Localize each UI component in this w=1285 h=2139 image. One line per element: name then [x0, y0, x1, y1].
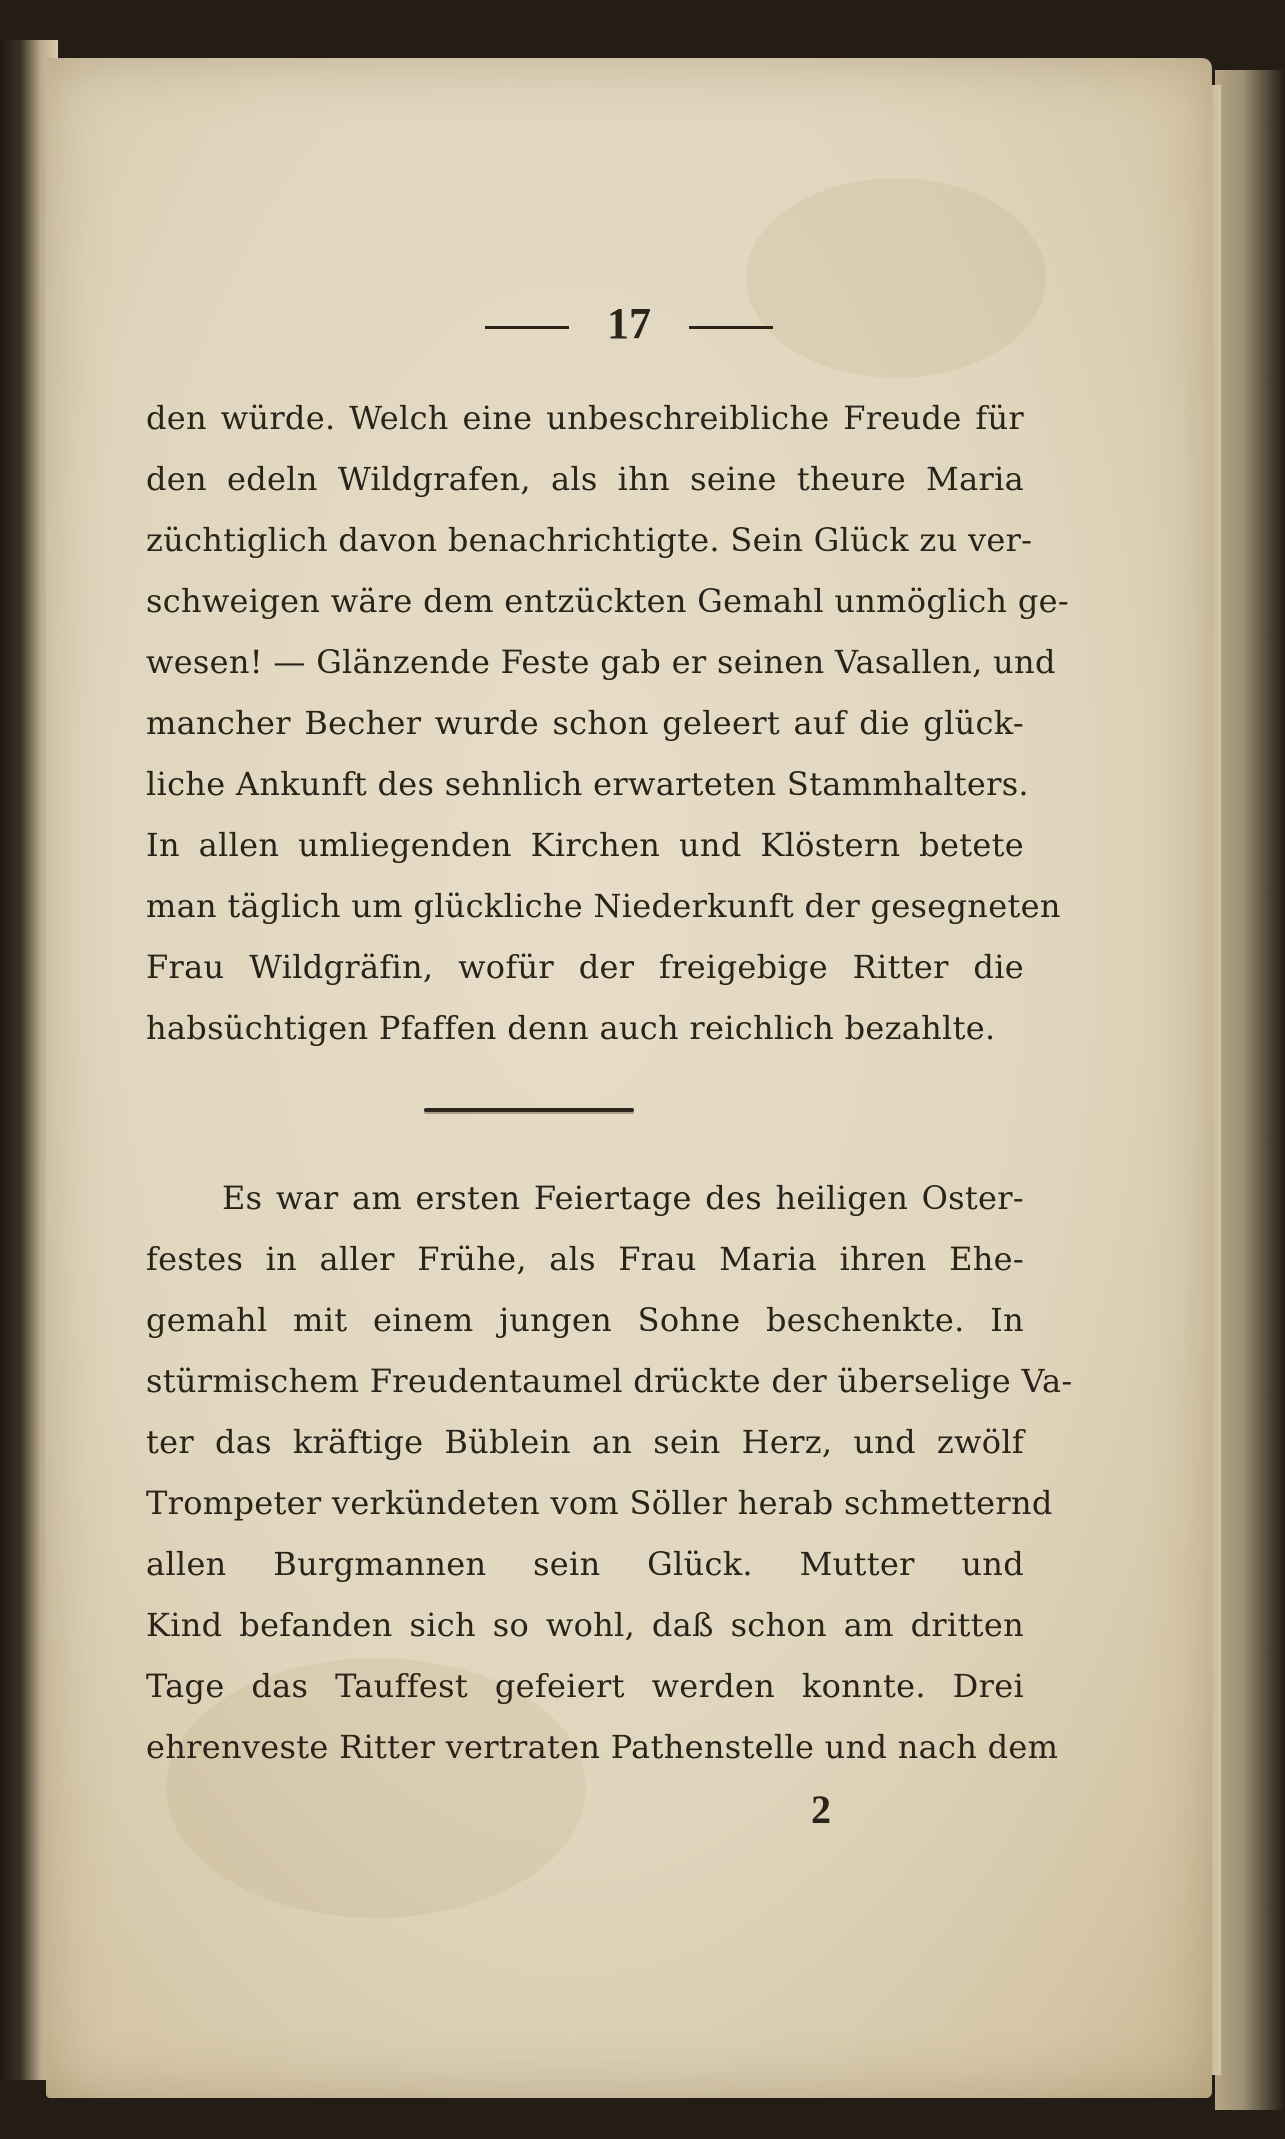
- paragraph-1: [146, 388, 1069, 1059]
- text-line: ter das kräftige Büblein an sein Herz, und zwölf: [146, 1423, 1024, 1461]
- text-line: man täglich um glückliche Niederkunft der gesegneten: [146, 887, 1061, 925]
- text-line: Kind befanden sich so wohl, daß schon am dritten: [146, 1606, 1024, 1644]
- paragraph-2: [146, 1168, 1073, 1778]
- book-page: [46, 58, 1212, 2098]
- text-line: züchtiglich davon benachrichtigte. Sein Glück zu ver-: [146, 521, 1033, 559]
- text-line: ehrenveste Ritter vertraten Pathenstelle und nach dem: [146, 1728, 1059, 1766]
- text-line: In allen umliegenden Kirchen und Klöstern betete: [146, 826, 1024, 864]
- header-dash-left: [485, 326, 569, 329]
- text-line: Tage das Tauffest gefeiert werden konnte. Drei: [146, 1667, 1024, 1705]
- text-line: den edeln Wildgrafen, als ihn seine theure Maria: [146, 460, 1024, 498]
- page-header: [46, 298, 1212, 349]
- text-line: Frau Wildgräfin, wofür der freigebige Ritter die: [146, 948, 1024, 986]
- header-dash-right: [689, 326, 773, 329]
- text-line: allen Burgmannen sein Glück. Mutter und: [146, 1545, 1024, 1583]
- text-line: liche Ankunft des sehnlich erwarteten Stammhalters.: [146, 765, 1029, 803]
- text-line: den würde. Welch eine unbeschreibliche Freude für: [146, 399, 1024, 437]
- text-line: mancher Becher wurde schon geleert auf die glück-: [146, 704, 1024, 742]
- text-line: gemahl mit einem jungen Sohne beschenkte. In: [146, 1301, 1024, 1339]
- text-line: festes in aller Frühe, als Frau Maria ihren Ehe-: [146, 1240, 1024, 1278]
- text-line: Es war am ersten Feiertage des heiligen Oster-: [222, 1179, 1024, 1217]
- page-number: 17: [607, 299, 651, 348]
- book-cover-right-edge: [1215, 70, 1285, 2110]
- text-line: habsüchtigen Pfaffen denn auch reichlich bezahlte.: [146, 1009, 996, 1047]
- signature-mark: 2: [811, 1787, 831, 1832]
- text-line: wesen! — Glänzende Feste gab er seinen Vasallen, und: [146, 643, 1056, 681]
- text-line: Trompeter verkündeten vom Söller herab schmetternd: [146, 1484, 1053, 1522]
- section-divider: [424, 1108, 634, 1112]
- text-line: schweigen wäre dem entzückten Gemahl unmöglich ge-: [146, 582, 1069, 620]
- text-line: stürmischem Freudentaumel drückte der überselige Va-: [146, 1362, 1073, 1400]
